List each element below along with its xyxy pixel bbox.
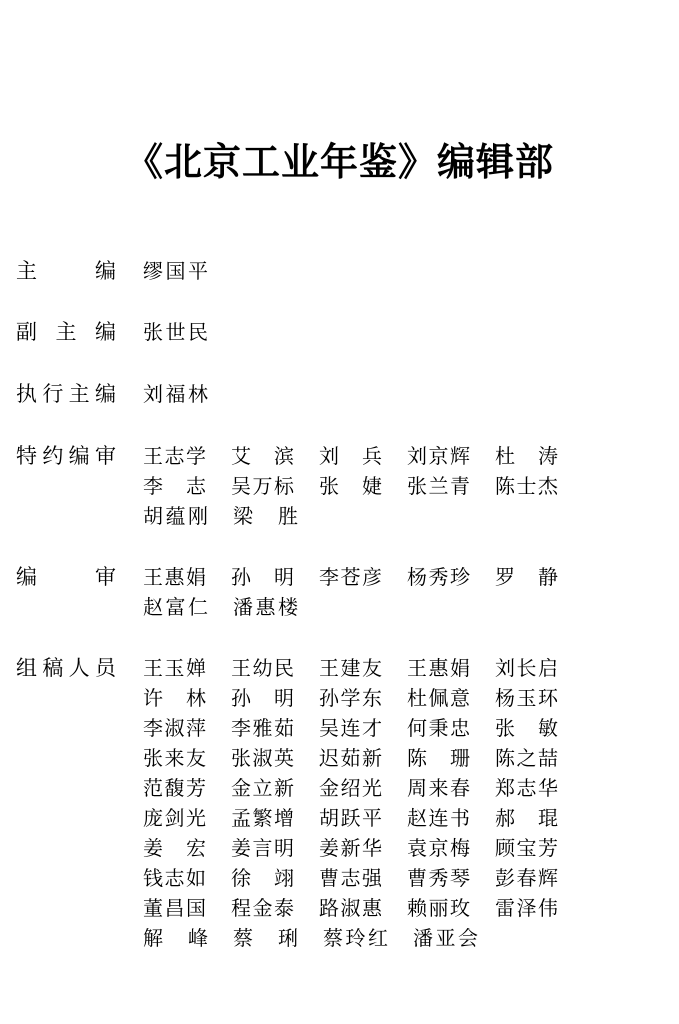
person-name: 解 峰 <box>143 926 208 950</box>
person-name: 金 立 新 <box>231 776 294 800</box>
person-name: 董 昌 国 <box>143 896 206 920</box>
person-name: 徐 翊 <box>231 866 294 890</box>
person-name: 王 志 学 <box>143 444 206 468</box>
person-name: 张 婕 <box>319 474 382 498</box>
person-name: 吴 万 标 <box>231 474 294 498</box>
person-name: 郝 琨 <box>495 806 558 830</box>
person-name: 庞 剑 光 <box>143 806 206 830</box>
person-name: 杨 玉 环 <box>495 686 558 710</box>
person-name: 蔡 琍 <box>233 926 298 950</box>
person-name: 姜 新 华 <box>319 836 382 860</box>
person-name: 钱 志 如 <box>143 866 206 890</box>
person-name: 潘 亚 会 <box>413 926 478 950</box>
person-name: 金 绍 光 <box>319 776 382 800</box>
name-row <box>143 713 583 743</box>
person-name: 胡 蕴 刚 <box>143 504 208 528</box>
role-label: 组 稿 人 员 <box>16 656 116 680</box>
name-row <box>143 317 583 347</box>
person-name: 杜 佩 意 <box>407 686 470 710</box>
role-names <box>143 441 583 531</box>
person-name: 蔡 玲 红 <box>323 926 388 950</box>
person-name: 刘 京 辉 <box>407 444 470 468</box>
person-name: 李 雅 茹 <box>231 716 294 740</box>
person-name: 何 秉 忠 <box>407 716 470 740</box>
person-name: 路 淑 惠 <box>319 896 382 920</box>
person-name: 吴 连 才 <box>319 716 382 740</box>
name-row <box>143 803 583 833</box>
person-name: 王 幼 民 <box>231 656 294 680</box>
name-row <box>143 833 583 863</box>
person-name: 王 玉 婵 <box>143 656 206 680</box>
role-names <box>143 256 583 286</box>
name-row <box>143 773 583 803</box>
person-name: 彭 春 辉 <box>495 866 558 890</box>
person-name: 张 兰 青 <box>407 474 470 498</box>
name-row <box>143 592 583 622</box>
role-label: 副 主 编 <box>16 320 116 344</box>
person-name: 杜 涛 <box>495 444 558 468</box>
role-names <box>143 653 583 953</box>
role-names <box>143 562 583 622</box>
person-name: 周 来 春 <box>407 776 470 800</box>
role-names <box>143 379 583 409</box>
role-label: 主 编 <box>16 259 116 283</box>
person-name: 张 世 民 <box>143 320 208 344</box>
person-name: 雷 泽 伟 <box>495 896 558 920</box>
person-name: 赵 连 书 <box>407 806 470 830</box>
person-name: 姜 言 明 <box>231 836 294 860</box>
name-row <box>143 863 583 893</box>
person-name: 陈 士 杰 <box>495 474 558 498</box>
name-row <box>143 441 583 471</box>
person-name: 胡 跃 平 <box>319 806 382 830</box>
person-name: 刘 长 启 <box>495 656 558 680</box>
person-name: 许 林 <box>143 686 206 710</box>
person-name: 孙 明 <box>231 565 294 589</box>
name-row <box>143 256 583 286</box>
name-row <box>143 893 583 923</box>
person-name: 陈 之 喆 <box>495 746 558 770</box>
name-row <box>143 743 583 773</box>
person-name: 陈 珊 <box>407 746 470 770</box>
role-label: 执 行 主 编 <box>16 382 116 406</box>
person-name: 孙 学 东 <box>319 686 382 710</box>
role-label: 特 约 编 审 <box>16 444 116 468</box>
person-name: 范 馥 芳 <box>143 776 206 800</box>
role-label: 编 审 <box>16 565 116 589</box>
person-name: 罗 静 <box>495 565 558 589</box>
person-name: 李 苍 彦 <box>319 565 382 589</box>
person-name: 孙 明 <box>231 686 294 710</box>
person-name: 顾 宝 芳 <box>495 836 558 860</box>
role-names <box>143 317 583 347</box>
person-name: 袁 京 梅 <box>407 836 470 860</box>
person-name: 姜 宏 <box>143 836 206 860</box>
person-name: 赵 富 仁 <box>143 595 208 619</box>
person-name: 迟 茹 新 <box>319 746 382 770</box>
person-name: 缪 国 平 <box>143 259 208 283</box>
person-name: 孟 繁 增 <box>231 806 294 830</box>
name-row <box>143 562 583 592</box>
person-name: 王 建 友 <box>319 656 382 680</box>
person-name: 张 敏 <box>495 716 558 740</box>
name-row <box>143 923 583 953</box>
person-name: 潘 惠 楼 <box>233 595 298 619</box>
name-row <box>143 683 583 713</box>
person-name: 郑 志 华 <box>495 776 558 800</box>
person-name: 梁 胜 <box>233 504 298 528</box>
person-name: 王 惠 娟 <box>407 656 470 680</box>
name-row <box>143 471 583 501</box>
name-row <box>143 379 583 409</box>
person-name: 杨 秀 珍 <box>407 565 470 589</box>
person-name: 曹 秀 琴 <box>407 866 470 890</box>
person-name: 曹 志 强 <box>319 866 382 890</box>
person-name: 王 惠 娟 <box>143 565 206 589</box>
person-name: 张 来 友 <box>143 746 206 770</box>
person-name: 程 金 泰 <box>231 896 294 920</box>
person-name: 赖 丽 玫 <box>407 896 470 920</box>
person-name: 艾 滨 <box>231 444 294 468</box>
person-name: 李 志 <box>143 474 206 498</box>
person-name: 刘 兵 <box>319 444 382 468</box>
name-row <box>143 653 583 683</box>
person-name: 刘 福 林 <box>143 382 208 406</box>
name-row <box>143 501 583 531</box>
person-name: 张 淑 英 <box>231 746 294 770</box>
person-name: 李 淑 萍 <box>143 716 206 740</box>
page-title: 《北京工业年鉴》编辑部 <box>124 140 554 184</box>
